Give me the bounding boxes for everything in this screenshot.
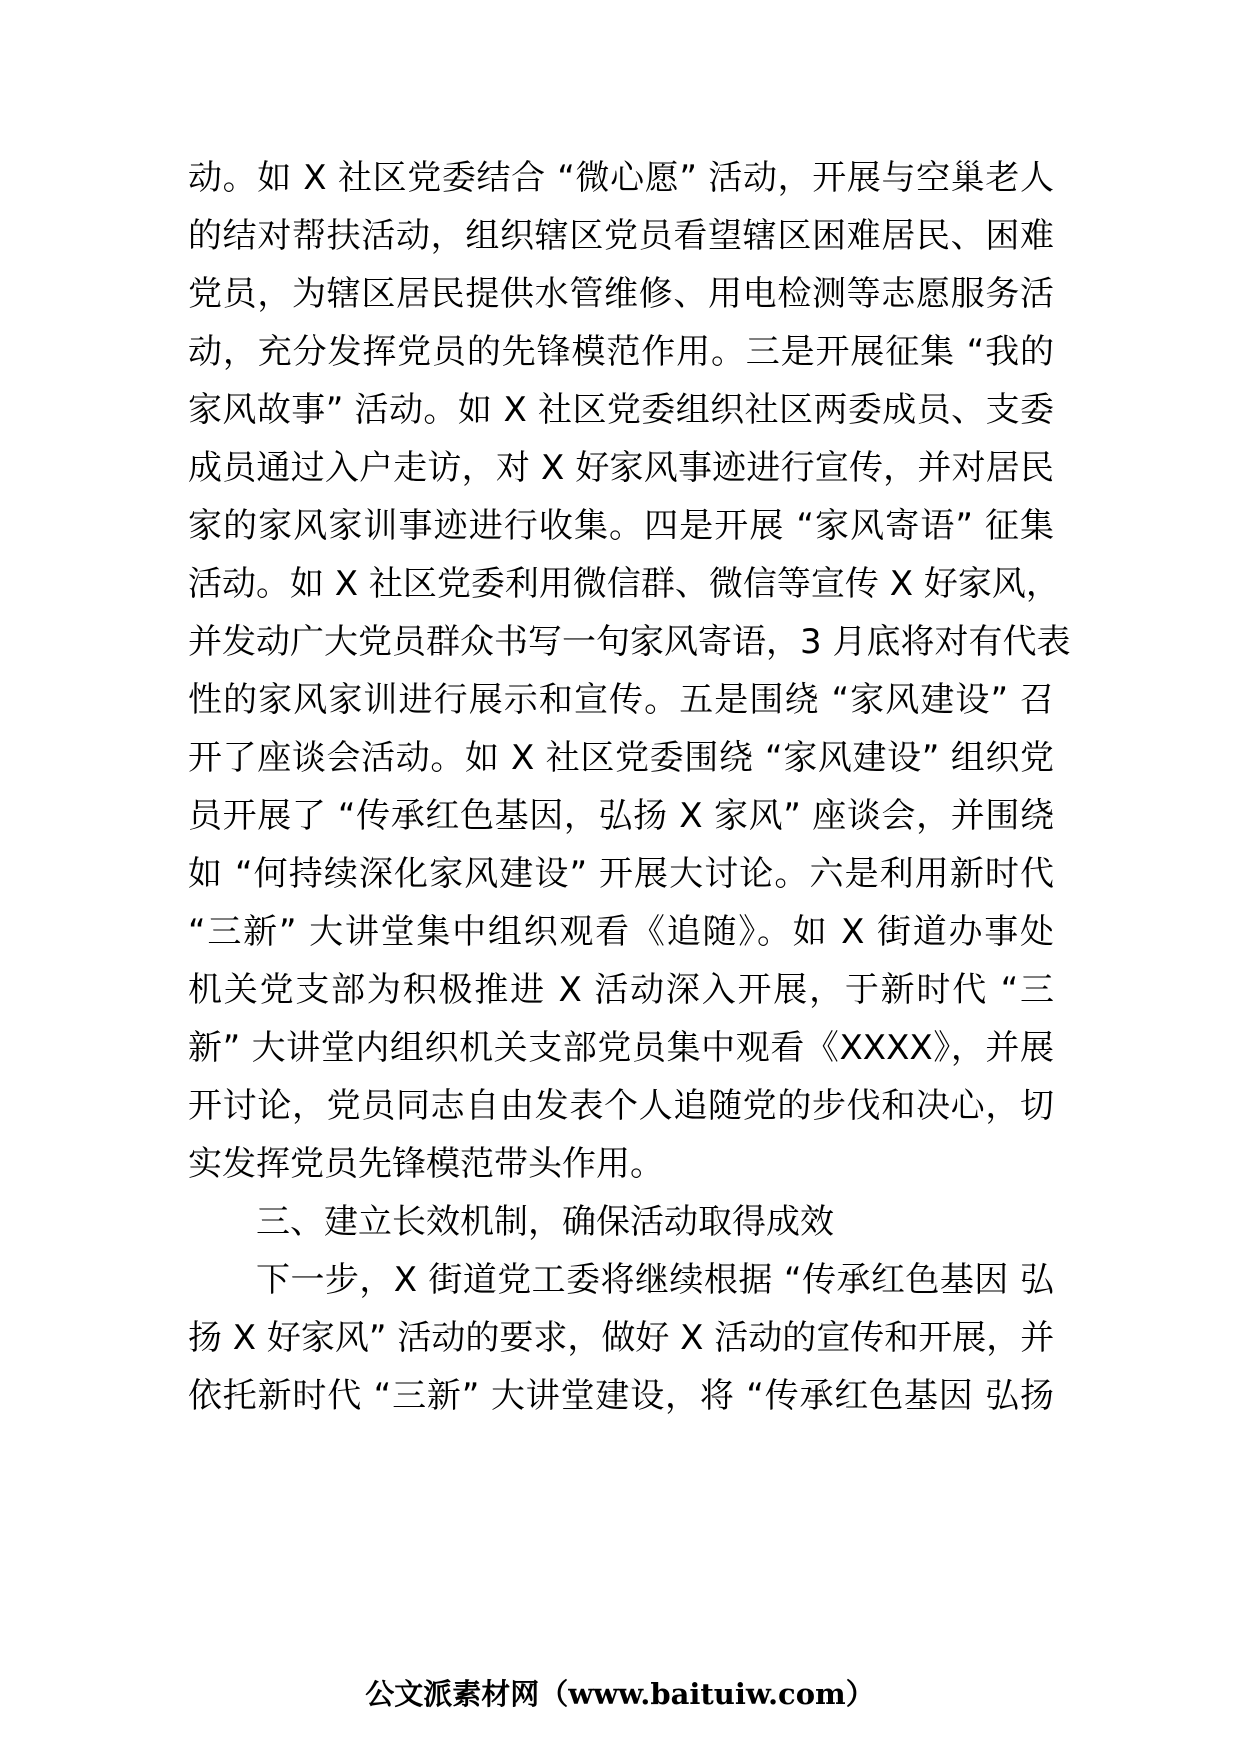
footer-watermark-text: 公文派素材网（www.baituiw.com） bbox=[365, 1677, 875, 1711]
section-heading: 三、建立长效机制，确保活动取得成效 bbox=[256, 1202, 834, 1242]
body-text-line: 并发动广大党员群众书写一句家风寄语，3 月底将对有代表 bbox=[188, 622, 1071, 662]
body-text-line: 成员通过入户走访，对 X 好家风事迹进行宣传，并对居民 bbox=[188, 448, 1054, 488]
body-text-line: 开讨论，党员同志自由发表个人追随党的步伐和决心，切 bbox=[188, 1086, 1054, 1126]
closing-paragraph-line: 扬 X 好家风” 活动的要求，做好 X 活动的宣传和开展，并 bbox=[188, 1318, 1055, 1358]
body-text-line: 实发挥党员先锋模范带头作用。 bbox=[188, 1144, 664, 1184]
body-text-line: 开了座谈会活动。如 X 社区党委围绕 “家风建设” 组织党 bbox=[188, 738, 1054, 778]
body-text-line: 如 “何持续深化家风建设” 开展大讨论。六是利用新时代 bbox=[188, 854, 1054, 894]
body-text-line: “三新” 大讲堂集中组织观看《追随》。如 X 街道办事处 bbox=[188, 912, 1054, 952]
body-text-line: 动。如 X 社区党委结合 “微心愿” 活动，开展与空巢老人 bbox=[188, 158, 1054, 198]
body-text-line: 新” 大讲堂内组织机关支部党员集中观看《XXXX》，并展 bbox=[188, 1028, 1054, 1068]
closing-paragraph-line: 依托新时代 “三新” 大讲堂建设，将 “传承红色基因 弘扬 bbox=[188, 1376, 1054, 1416]
body-text-line: 机关党支部为积极推进 X 活动深入开展，于新时代 “三 bbox=[188, 970, 1054, 1010]
body-text-line: 家的家风家训事迹进行收集。四是开展 “家风寄语” 征集 bbox=[188, 506, 1054, 546]
body-text-line: 动，充分发挥党员的先锋模范作用。三是开展征集 “我的 bbox=[188, 332, 1054, 372]
body-text-line: 性的家风家训进行展示和宣传。五是围绕 “家风建设” 召 bbox=[188, 680, 1054, 720]
body-text-line: 家风故事” 活动。如 X 社区党委组织社区两委成员、支委 bbox=[188, 390, 1054, 430]
body-text-line: 的结对帮扶活动，组织辖区党员看望辖区困难居民、困难 bbox=[188, 216, 1054, 256]
closing-paragraph-line: 下一步，X 街道党工委将继续根据 “传承红色基因 弘 bbox=[256, 1260, 1054, 1300]
body-text-line: 党员，为辖区居民提供水管维修、用电检测等志愿服务活 bbox=[188, 274, 1054, 314]
body-text-line: 活动。如 X 社区党委利用微信群、微信等宣传 X 好家风， bbox=[188, 564, 1060, 604]
body-text-line: 员开展了 “传承红色基因，弘扬 X 家风” 座谈会，并围绕 bbox=[188, 796, 1054, 836]
